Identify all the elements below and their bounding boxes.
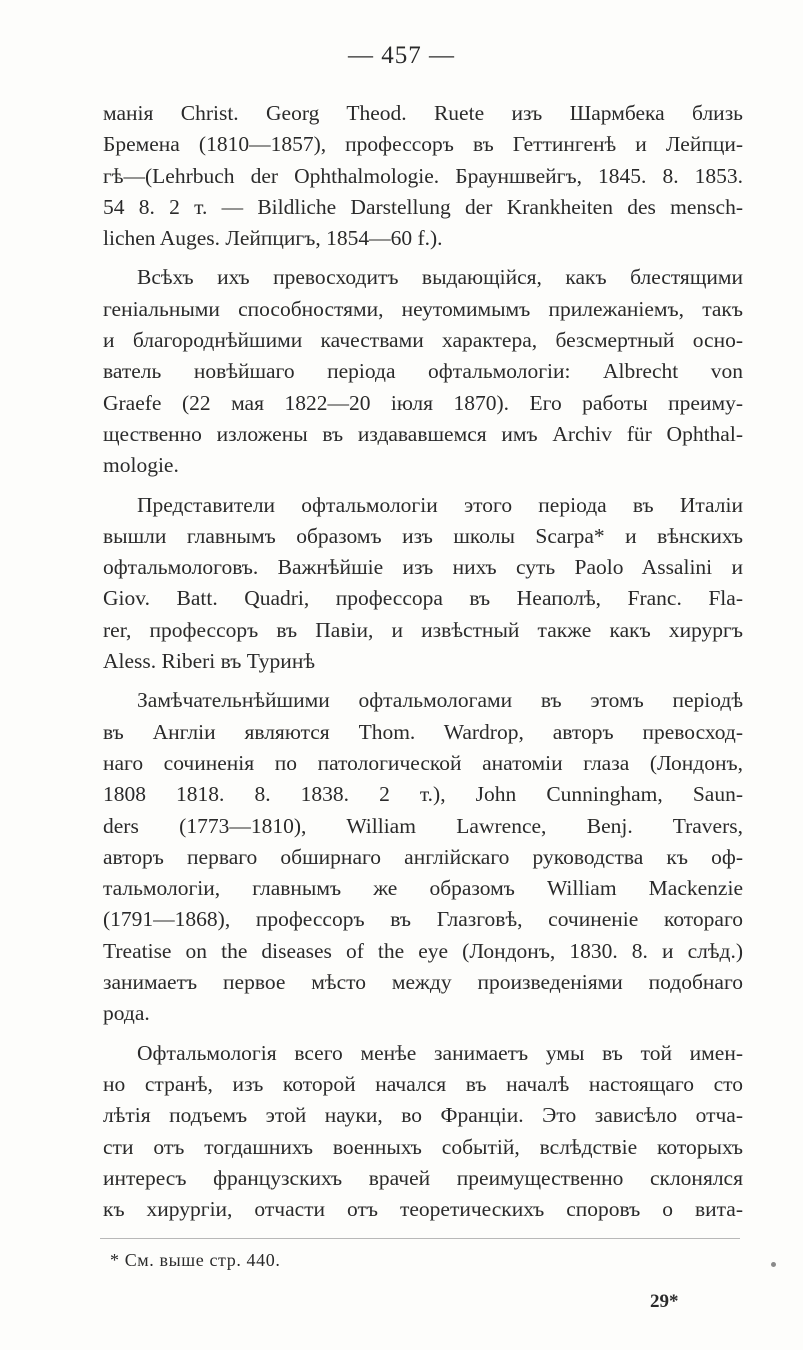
text-line: вышли главнымъ образомъ изъ школы Scarpa* и вѣнскихъ: [103, 523, 743, 548]
text-line: 1808 1818. 8. 1838. 2 т.), John Cunningham, Saun-: [103, 782, 743, 807]
paragraph: [103, 1038, 743, 1226]
text-line: но странѣ, изъ которой начался въ началѣ настоящаго сто: [103, 1071, 743, 1096]
text-line: авторъ перваго обширнаго англійскаго руководства къ оф-: [103, 844, 743, 869]
text-line: mologie.: [103, 453, 179, 478]
text-line: въ Англіи являются Thom. Wardrop, авторъ превосход-: [103, 719, 743, 744]
text-line: Graefe (22 мая 1822—20 іюля 1870). Его работы преиму-: [103, 390, 743, 415]
text-line: Treatise on the diseases of the eye (Лондонъ, 1830. 8. и слѣд.): [103, 938, 743, 963]
text-line: сти отъ тогдашнихъ военныхъ событій, вслѣдствіе которыхъ: [103, 1134, 743, 1159]
text-line: Aless. Riberi въ Туринѣ: [103, 649, 315, 674]
text-line: наго сочиненія по патологической анатоміи глаза (Лондонъ,: [103, 750, 743, 775]
text-line: ватель новѣйшаго періода офтальмологіи: Albrecht von: [103, 359, 743, 384]
text-line: офтальмологовъ. Важнѣйшіе изъ нихъ суть Paolo Assalini и: [103, 555, 743, 580]
page-number: — 457 —: [348, 42, 455, 69]
text-line: Офтальмологія всего менѣе занимаетъ умы въ той имен-: [137, 1040, 743, 1065]
text-line: rer, профессоръ въ Павіи, и извѣстный также какъ хирургъ: [103, 617, 743, 642]
text-line: гѣ—(Lehrbuch der Ophthalmologie. Брауншвейгъ, 1845. 8. 1853.: [103, 163, 743, 188]
body-text: [103, 98, 743, 1225]
text-line: (1791—1868), профессоръ въ Глазговѣ, сочиненіе котораго: [103, 907, 743, 932]
text-line: Замѣчательнѣйшими офтальмологами въ этомъ періодѣ: [137, 688, 743, 713]
text-line: и благороднѣйшими качествами характера, безсмертный осно-: [103, 328, 743, 353]
text-line: лѣтія подъемъ этой науки, во Франціи. Это зависѣло отча-: [103, 1103, 743, 1128]
text-line: геніальными способностями, неутомимымъ прилежаніемъ, такъ: [103, 296, 743, 321]
text-line: интересъ французскихъ врачей преимущественно склонялся: [103, 1165, 743, 1190]
text-line: щественно изложены въ издававшемся имъ Archiv für Ophthal-: [103, 421, 743, 446]
paragraph: [103, 98, 743, 254]
text-line: Бремена (1810—1857), профессоръ въ Геттингенѣ и Лейпци-: [103, 132, 743, 157]
printer-signature-mark: 29*: [650, 1291, 679, 1312]
text-line: Представители офтальмологіи этого періода въ Италіи: [137, 492, 743, 517]
text-line: занимаетъ первое мѣсто между произведеніями подобнаго: [103, 970, 743, 995]
text-line: къ хирургіи, отчасти отъ теоретическихъ споровъ о вита-: [103, 1197, 743, 1222]
text-line: тальмологіи, главнымъ же образомъ William Mackenzie: [103, 876, 743, 901]
text-line: lichen Auges. Лейпцигъ, 1854—60 f.).: [103, 226, 443, 251]
text-line: манія Christ. Georg Theod. Ruete изъ Шармбека близь: [103, 101, 743, 125]
text-line: 54 8. 2 т. — Bildliche Darstellung der Krankheiten des mensch-: [103, 194, 743, 219]
footnote: * См. выше стр. 440.: [110, 1250, 281, 1270]
text-line: Giov. Batt. Quadri, профессора въ Неаполѣ, Franc. Fla-: [103, 586, 743, 611]
paragraph: [103, 685, 743, 1029]
text-line: Всѣхъ ихъ превосходитъ выдающійся, какъ блестящими: [137, 265, 743, 290]
paragraph: [103, 490, 743, 678]
text-line: рода.: [103, 1001, 150, 1026]
text-line: ders (1773—1810), William Lawrence, Benj. Travers,: [103, 813, 743, 838]
margin-dot: [771, 1262, 776, 1267]
paragraph: [103, 262, 743, 481]
footnote-divider: [100, 1238, 740, 1239]
